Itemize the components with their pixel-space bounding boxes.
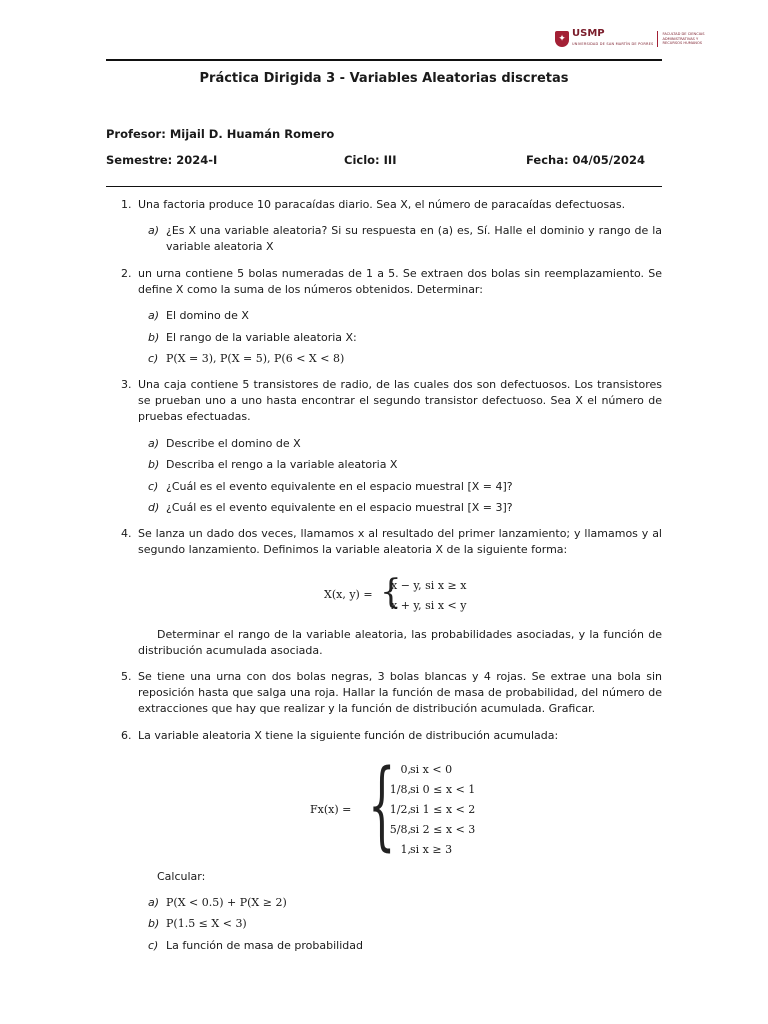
problem-6a-text: P(X < 0.5) + P(X ≥ 2): [166, 896, 287, 909]
problem-number: 6.: [121, 729, 132, 742]
university-logo: [555, 29, 714, 49]
problem-3d-text: ¿Cuál es el evento equivalente en el espacio muestral [X = 3]?: [166, 501, 513, 514]
item-label: a): [148, 309, 160, 322]
problem-2b-text: El rango de la variable aleatoria X:: [166, 331, 357, 344]
problem-5-text: Se tiene una urna con dos bolas negras, 3 bolas blancas y 4 rojas. Se extrae una bola sin reposición hasta que salga una roja. Hallar la función de masa de probabilidad, del número de extracciones que hay que realizar y la función de distribución acumulada. Graficar.: [138, 670, 662, 715]
item-label: b): [148, 331, 160, 344]
problem-6-text: La variable aleatoria X tiene la siguiente función de distribución acumulada:: [138, 729, 559, 742]
page-title: Práctica Dirigida 3 - Variables Aleatorias discretas: [199, 71, 569, 86]
item-label: b): [148, 917, 160, 930]
header-rule: [106, 186, 662, 187]
logo-faculty: FACULTAD DE CIENCIAS ADMINISTRATIVAS Y RECURSOS HUMANOS: [662, 32, 705, 46]
case-value: 5/8,: [389, 823, 411, 836]
problem-number: 5.: [121, 670, 132, 683]
item-label: a): [148, 437, 160, 450]
left-brace: {: [380, 572, 402, 612]
problem-3a-text: Describe el domino de X: [166, 437, 301, 450]
problem-1a-text: ¿Es X una variable aleatoria? Si su respuesta en (a) es, Sí. Halle el dominio y rango de la variable aleatoria X: [166, 224, 662, 253]
problem-number: 4.: [121, 527, 132, 540]
problem-4-after: Determinar el rango de la variable aleatoria, las probabilidades asociadas, y la función de distribución acumulada asociada.: [138, 628, 662, 657]
case-condition: si x < 0: [410, 763, 453, 776]
case-condition: si x ≥ 3: [410, 843, 453, 856]
item-label: a): [148, 224, 160, 237]
case-value: 1/8,: [389, 783, 411, 796]
case-value: 0,: [400, 763, 411, 776]
semestre-label: Semestre: 2024-I: [106, 153, 218, 167]
problem-3c-text: ¿Cuál es el evento equivalente en el espacio muestral [X = 4]?: [166, 480, 513, 493]
ciclo-label: Ciclo: III: [344, 153, 397, 167]
equation-lhs: Fx(x) =: [310, 803, 352, 816]
problem-number: 2.: [121, 267, 132, 280]
case-line: x + y, si x < y: [391, 599, 467, 612]
case-line: x − y, si x ≥ x: [391, 579, 467, 592]
equation-lhs: X(x, y) =: [324, 588, 373, 601]
calc-label: Calcular:: [157, 870, 206, 883]
shield-icon: ✦: [555, 31, 569, 47]
problem-6c-text: La función de masa de probabilidad: [166, 939, 363, 952]
logo-name: USMP: [572, 28, 605, 39]
logo-subtitle: UNIVERSIDAD DE SAN MARTÍN DE PORRES: [572, 42, 654, 46]
top-rule: [106, 59, 662, 61]
problem-2-text: un urna contiene 5 bolas numeradas de 1 a 5. Se extraen dos bolas sin reemplazamiento. Se define X como la suma de los números obtenidos. Determinar:: [138, 267, 662, 296]
case-condition: si 0 ≤ x < 1: [410, 783, 476, 796]
problem-4-text: Se lanza un dado dos veces, llamamos x al resultado del primer lanzamiento; y llamamos y al segundo lanzamiento. Definimos la variable aleatoria X de la siguiente forma:: [138, 527, 662, 556]
fecha-label: Fecha: 04/05/2024: [526, 153, 645, 167]
item-label: d): [148, 501, 160, 514]
problem-1-text: Una factoria produce 10 paracaídas diario. Sea X, el número de paracaídas defectuosas.: [138, 198, 626, 211]
problem-2a-text: El domino de X: [166, 309, 249, 322]
item-label: c): [148, 939, 159, 952]
case-value: 1/2,: [389, 803, 411, 816]
item-label: c): [148, 480, 159, 493]
problem-3b-text: Describa el rengo a la variable aleatoria X: [166, 458, 398, 471]
case-condition: si 2 ≤ x < 3: [410, 823, 476, 836]
problem-6b-text: P(1.5 ≤ X < 3): [166, 917, 247, 930]
case-condition: si 1 ≤ x < 2: [410, 803, 476, 816]
logo-divider: [657, 31, 658, 47]
profesor-label: Profesor: Mijail D. Huamán Romero: [106, 127, 335, 141]
item-label: b): [148, 458, 160, 471]
problem-2c-text: P(X = 3), P(X = 5), P(6 < X < 8): [166, 352, 345, 365]
item-label: a): [148, 896, 160, 909]
problem-3-text: Una caja contiene 5 transistores de radio, de las cuales dos son defectuosos. Los transistores se prueban uno a uno hasta encontrar el segundo transistor defectuoso. Sea X el número de pruebas efectuadas.: [138, 378, 662, 423]
left-brace: {: [368, 749, 396, 861]
problem-number: 3.: [121, 378, 132, 391]
problem-number: 1.: [121, 198, 132, 211]
item-label: c): [148, 352, 159, 365]
case-value: 1,: [400, 843, 411, 856]
